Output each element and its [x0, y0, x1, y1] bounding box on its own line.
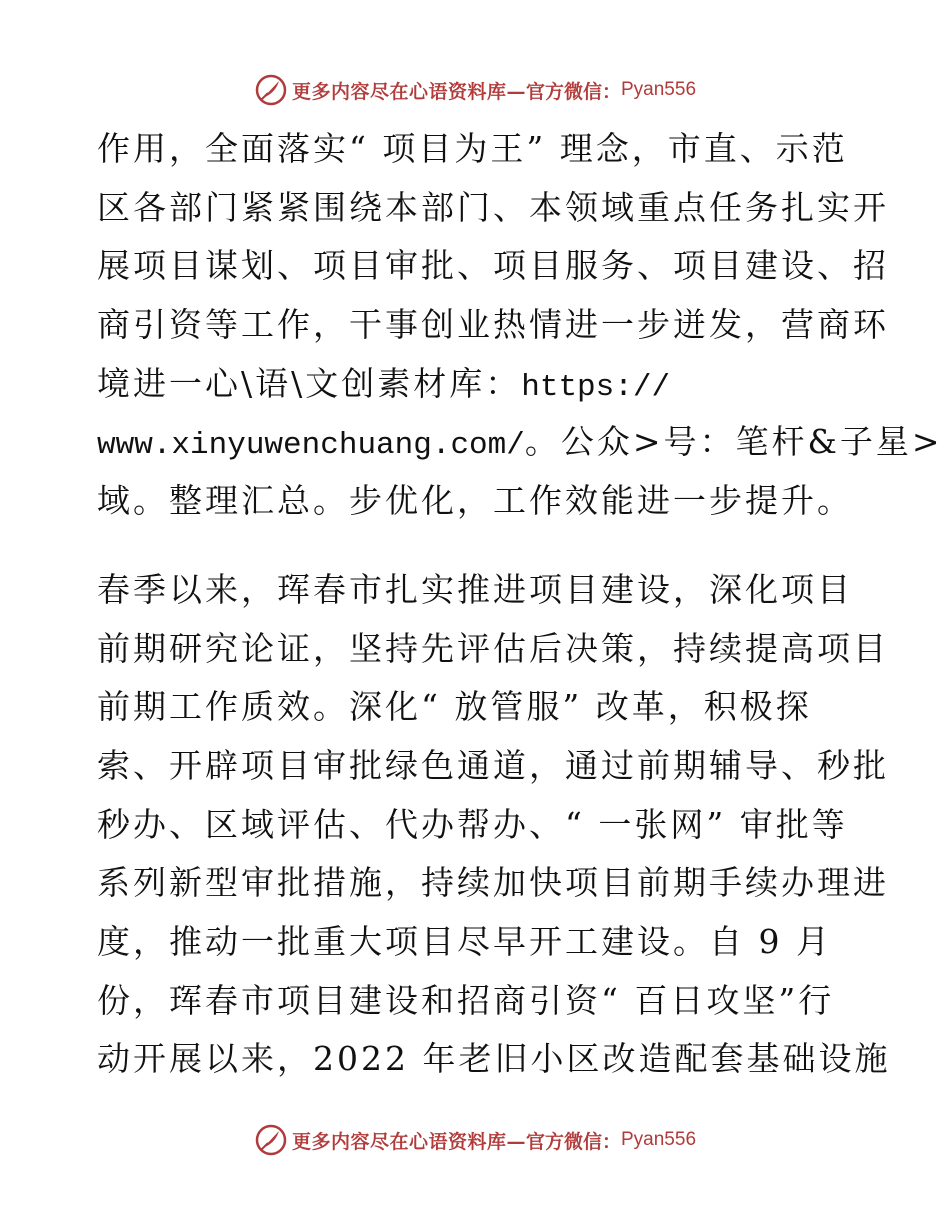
url-text: www.xinyuwenchuang.com/ — [97, 428, 525, 464]
text-line: 系列新型审批措施，持续加快项目前期手续办理进 — [97, 863, 889, 903]
paragraph-gap — [97, 531, 857, 561]
text-line — [97, 355, 857, 414]
text-line: 域。整理汇总。步优化，工作效能进一步提升。 — [97, 481, 853, 521]
text-line: 展项目谋划、项目审批、项目服务、项目建设、招 — [97, 246, 889, 286]
banner-text: 更多内容尽在心语资料库— — [291, 80, 526, 103]
text-line: 前期研究论证，坚持先评估后决策，持续提高项目 — [97, 628, 889, 668]
text-line: 秒办、区域评估、代办帮办、“ 一张网” 审批等 — [97, 804, 848, 844]
banner-text: 更多内容尽在心语资料库— — [291, 1130, 526, 1153]
footer-banner — [0, 1118, 950, 1162]
feather-logo-icon — [254, 1123, 288, 1157]
text-line: 份，珲春市项目建设和招商引资“ 百日攻坚”行 — [97, 980, 835, 1020]
text-line: 商引资等工作，干事创业热情进一步迸发，营商环 — [97, 305, 889, 345]
document-body — [97, 120, 943, 1089]
text-line: 前期工作质效。深化“ 放管服” 改革，积极探 — [97, 687, 812, 727]
banner-wechat-id: Pyan556 — [621, 1129, 697, 1150]
url-head: https:// — [521, 369, 671, 405]
text-line: 作用，全面落实“ 项目为王” 理念，市直、示范 — [97, 129, 848, 168]
banner-wechat-label: 官方微信： — [525, 1130, 621, 1153]
text-line: 春季以来，珲春市扎实推进项目建设，深化项目 — [97, 569, 853, 609]
header-banner — [0, 68, 950, 112]
feather-logo-icon — [254, 73, 288, 107]
banner-wechat-label: 官方微信： — [525, 80, 621, 103]
banner-wechat-id: Pyan556 — [621, 79, 697, 100]
text-line: 索、开辟项目审批绿色通道，通过前期辅导、秒批 — [97, 745, 889, 785]
text-line: 动开展以来，2022 年老旧小区改造配套基础设施 — [97, 1039, 891, 1079]
text-line: 区各部门紧紧围绕本部门、本领域重点任务扎实开 — [97, 187, 889, 227]
text-segment: 。公众>号：笔杆&子星> — [524, 422, 943, 462]
text-line: 度，推动一批重大项目尽早开工建设。自 9 月 — [97, 921, 832, 961]
text-line — [97, 413, 943, 472]
text-segment: 境进一心\语\文创素材库： — [97, 363, 522, 403]
